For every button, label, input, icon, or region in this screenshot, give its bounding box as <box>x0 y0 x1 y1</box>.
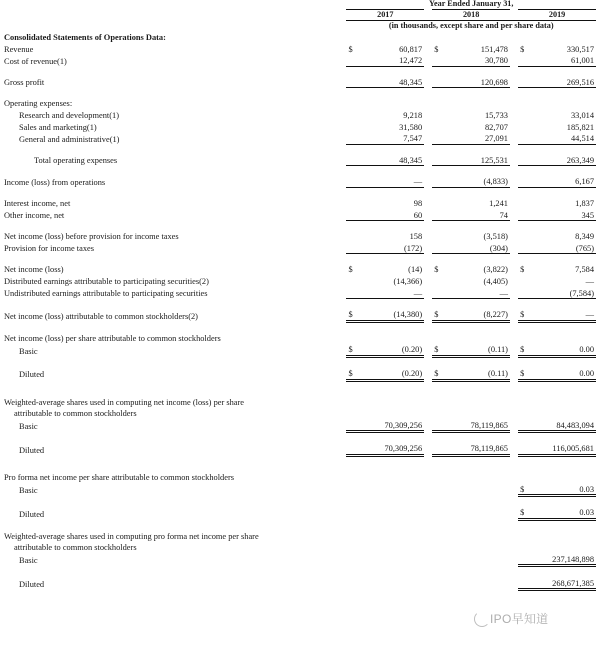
table-row <box>4 76 596 88</box>
cur-2017-gross-profit <box>346 76 359 88</box>
cur-2019-income-ops <box>518 175 531 187</box>
cur-2019-sm <box>518 121 531 133</box>
table-row <box>4 483 596 496</box>
table-row <box>4 97 596 109</box>
cur-2018-eps-diluted: $ <box>432 367 445 380</box>
table-row <box>4 132 596 144</box>
val-2019-pf-wavg-diluted: 268,671,385 <box>531 576 596 589</box>
cur-2018-undistributed <box>432 287 445 299</box>
table-row <box>4 442 596 455</box>
val-2017-pf-wavg-basic <box>360 553 424 566</box>
val-2018-pretax: (3,518) <box>483 232 508 242</box>
val-2019-undistributed: (7,584) <box>531 287 596 299</box>
cur-2018-pf-eps-basic <box>432 483 445 496</box>
cur-2017-wavg-diluted <box>346 442 359 455</box>
row-label-proforma-eps-diluted: Diluted <box>19 509 45 519</box>
cur-2018-net-income: $ <box>434 265 439 275</box>
val-2019-pf-eps-diluted: 0.03 <box>531 506 596 519</box>
val-2017-income-ops: — <box>360 175 424 187</box>
column-header-2019: 2019 <box>518 10 596 20</box>
cur-2018-gross-profit <box>432 76 445 88</box>
val-2018-gross-profit: 120,698 <box>446 76 510 88</box>
spacer-row <box>4 254 596 264</box>
row-label-wavg-diluted: Diluted <box>19 445 45 455</box>
val-2019-other-income: 345 <box>531 209 596 221</box>
cur-2017-sm <box>346 121 359 133</box>
val-2019-total-opex: 263,349 <box>531 154 596 166</box>
cur-2018-revenue: $ <box>434 44 439 54</box>
val-2018-cost-of-revenue: 30,780 <box>446 54 510 66</box>
table-row <box>4 471 596 483</box>
row-label-distributed-earnings: Distributed earnings attributable to participating securities(2) <box>4 277 209 287</box>
row-label-income-loss-from-operations: Income (loss) from operations <box>4 177 106 187</box>
val-2019-pf-eps-basic: 0.03 <box>531 483 596 496</box>
spacer-row <box>4 166 596 176</box>
val-2019-eps-diluted: 0.00 <box>531 367 596 380</box>
table-row <box>4 553 596 566</box>
cur-2018-ni-common: $ <box>432 308 445 321</box>
val-2018-net-income: (3,822) <box>483 265 508 275</box>
val-2019-interest: 1,837 <box>575 199 594 209</box>
row-label-proforma-wavg-header-line2: attributable to common stockholders <box>14 543 137 553</box>
cur-2018-wavg-diluted <box>432 442 445 455</box>
val-2017-total-opex: 48,345 <box>360 154 424 166</box>
cur-2018-other-income <box>432 209 445 221</box>
units-note-label: (in thousands, except share and per share data) <box>346 20 596 31</box>
row-label-interest-income-net: Interest income, net <box>4 199 71 209</box>
val-2018-ga: 27,091 <box>446 132 510 144</box>
val-2018-tax: (304) <box>446 242 510 254</box>
cur-2019-rd <box>518 109 531 121</box>
cur-2019-net-income: $ <box>520 265 525 275</box>
cur-2019-distributed <box>518 275 531 287</box>
cur-2018-distributed <box>432 275 445 287</box>
column-header-2018: 2018 <box>432 10 510 20</box>
val-2017-pretax: 158 <box>409 232 423 242</box>
row-label-provision-for-income-taxes: Provision for income taxes <box>4 244 95 254</box>
table-row <box>4 530 596 542</box>
val-2017-pf-eps-basic <box>360 483 424 496</box>
val-2018-total-opex: 125,531 <box>446 154 510 166</box>
val-2017-wavg-basic: 70,309,256 <box>360 419 424 432</box>
row-label-proforma-wavg-header-line1: Weighted-average shares used in computing pro forma net income per share <box>4 531 259 541</box>
row-label-eps-diluted: Diluted <box>19 370 45 380</box>
cur-2018-eps-basic: $ <box>432 343 445 356</box>
cur-2017-ga <box>346 132 359 144</box>
watermark-logo-icon <box>474 611 490 627</box>
val-2017-cost-of-revenue: 12,472 <box>360 54 424 66</box>
spacer-row <box>4 356 596 367</box>
row-label-wavg-header-line1: Weighted-average shares used in computing net income (loss) per share <box>4 397 245 407</box>
val-2018-wavg-diluted: 78,119,865 <box>446 442 510 455</box>
val-2019-distributed: — <box>585 277 594 287</box>
row-label-total-operating-expenses: Total operating expenses <box>34 156 118 166</box>
val-2018-interest: 1,241 <box>489 199 508 209</box>
cur-2019-eps-basic: $ <box>518 343 531 356</box>
spacer-row <box>4 66 596 76</box>
row-label-sales-and-marketing: Sales and marketing(1) <box>19 122 97 132</box>
cur-2017-eps-diluted: $ <box>346 367 359 380</box>
val-2018-income-ops: (4,833) <box>446 175 510 187</box>
table-row <box>4 308 596 321</box>
spacer-row <box>4 496 596 507</box>
cur-2017-pf-wavg-diluted <box>346 576 359 589</box>
cur-2017-wavg-basic <box>346 419 359 432</box>
row-label-net-income-before-taxes: Net income (loss) before provision for income taxes <box>4 232 179 242</box>
cur-2018-ga <box>432 132 445 144</box>
cur-2019-pf-eps-basic: $ <box>518 483 531 496</box>
cur-2017-net-income: $ <box>348 265 353 275</box>
table-row <box>4 275 596 287</box>
val-2019-gross-profit: 269,516 <box>531 76 596 88</box>
val-2018-eps-diluted: (0.11) <box>446 367 510 380</box>
val-2018-pf-wavg-basic <box>446 553 510 566</box>
row-label-net-income-attributable-common: Net income (loss) attributable to common stockholders(2) <box>4 311 198 321</box>
cur-2019-gross-profit <box>518 76 531 88</box>
table-row <box>4 242 596 254</box>
cur-2018-interest <box>432 197 445 209</box>
table-row <box>4 121 596 133</box>
val-2019-ni-common: — <box>531 308 596 321</box>
cur-2017-pf-wavg-basic <box>346 553 359 566</box>
spacer-row <box>4 380 596 391</box>
table-row <box>4 343 596 356</box>
cur-2017-income-ops <box>346 175 359 187</box>
period-header-label: Year Ended January 31, <box>428 0 514 8</box>
val-2019-pf-wavg-basic: 237,148,898 <box>531 553 596 566</box>
table-row <box>4 54 596 66</box>
val-2017-undistributed: — <box>360 287 424 299</box>
val-2017-ga: 7,547 <box>360 132 424 144</box>
cur-2017-rd <box>346 109 359 121</box>
table-row <box>4 419 596 432</box>
row-label-undistributed-earnings: Undistributed earnings attributable to participating securities <box>4 289 208 299</box>
header-row-years <box>4 10 596 20</box>
val-2019-sm: 185,821 <box>566 122 594 132</box>
spacer-row <box>4 566 596 577</box>
val-2019-income-ops: 6,167 <box>531 175 596 187</box>
val-2017-eps-basic: (0.20) <box>360 343 424 356</box>
cur-2018-pf-eps-diluted <box>432 506 445 519</box>
val-2017-gross-profit: 48,345 <box>360 76 424 88</box>
cur-2019-total-opex <box>518 154 531 166</box>
row-label-proforma-eps-basic: Basic <box>19 486 38 496</box>
val-2019-tax: (765) <box>531 242 596 254</box>
val-2017-revenue: 60,817 <box>399 44 423 54</box>
cur-2017-pf-eps-basic <box>346 483 359 496</box>
val-2019-wavg-basic: 84,483,094 <box>531 419 596 432</box>
val-2018-ni-common: (8,227) <box>446 308 510 321</box>
row-label-eps-header: Net income (loss) per share attributable to common stockholders <box>4 333 221 343</box>
val-2019-eps-basic: 0.00 <box>531 343 596 356</box>
cur-2018-pf-wavg-basic <box>432 553 445 566</box>
cur-2017-other-income <box>346 209 359 221</box>
table-row <box>4 154 596 166</box>
val-2017-distributed: (14,366) <box>393 277 423 287</box>
spacer-row <box>4 299 596 309</box>
cur-2017-pf-eps-diluted <box>346 506 359 519</box>
row-label-revenue: Revenue <box>4 44 34 54</box>
column-header-2017: 2017 <box>346 10 424 20</box>
val-2017-interest: 98 <box>413 199 423 209</box>
cur-2017-undistributed <box>346 287 359 299</box>
cur-2018-sm <box>432 121 445 133</box>
cur-2019-pf-eps-diluted: $ <box>518 506 531 519</box>
row-label-research-and-development: Research and development(1) <box>19 111 119 121</box>
val-2019-cost-of-revenue: 61,001 <box>531 54 596 66</box>
val-2019-ga: 44,514 <box>531 132 596 144</box>
cur-2018-tax <box>432 242 445 254</box>
val-2018-pf-eps-basic <box>446 483 510 496</box>
val-2017-tax: (172) <box>360 242 424 254</box>
row-label-cost-of-revenue: Cost of revenue(1) <box>4 56 67 66</box>
table-row <box>4 31 596 43</box>
table-row <box>4 263 596 275</box>
val-2017-other-income: 60 <box>360 209 424 221</box>
table-row <box>4 197 596 209</box>
val-2018-distributed: (4,405) <box>483 277 508 287</box>
cur-2019-wavg-basic <box>518 419 531 432</box>
row-label-gross-profit: Gross profit <box>4 78 45 88</box>
val-2018-revenue: 151,478 <box>480 44 508 54</box>
spacer-row <box>4 88 596 98</box>
header-row-period <box>4 0 596 10</box>
cur-2019-interest <box>518 197 531 209</box>
cur-2018-rd <box>432 109 445 121</box>
cur-2018-total-opex <box>432 154 445 166</box>
consolidated-operations-table <box>4 0 596 591</box>
header-row-units <box>4 20 596 31</box>
val-2017-pf-eps-diluted <box>360 506 424 519</box>
row-label-general-and-administrative: General and administrative(1) <box>19 134 120 144</box>
cur-2019-revenue: $ <box>520 44 525 54</box>
cur-2019-tax <box>518 242 531 254</box>
val-2018-pf-wavg-diluted <box>446 576 510 589</box>
table-row <box>4 407 596 419</box>
val-2017-rd: 9,218 <box>403 111 423 121</box>
spacer-row <box>4 188 596 198</box>
row-label-proforma-wavg-diluted: Diluted <box>19 580 45 590</box>
spacer-row <box>4 221 596 231</box>
table-row <box>4 506 596 519</box>
cur-2017-eps-basic: $ <box>346 343 359 356</box>
cur-2018-pf-wavg-diluted <box>432 576 445 589</box>
table-row <box>4 43 596 55</box>
val-2019-pretax: 8,349 <box>575 232 594 242</box>
section-title: Consolidated Statements of Operations Data: <box>4 33 166 43</box>
table-row <box>4 175 596 187</box>
cur-2019-eps-diluted: $ <box>518 367 531 380</box>
row-label-eps-basic: Basic <box>19 346 38 356</box>
cur-2019-pretax <box>518 230 531 242</box>
cur-2019-undistributed <box>518 287 531 299</box>
val-2017-net-income: (14) <box>408 265 423 275</box>
val-2017-pf-wavg-diluted <box>360 576 424 589</box>
val-2018-pf-eps-diluted <box>446 506 510 519</box>
cur-2017-pretax <box>346 230 359 242</box>
cur-2017-cost-of-revenue <box>346 54 359 66</box>
val-2017-wavg-diluted: 70,309,256 <box>360 442 424 455</box>
cur-2019-pf-wavg-diluted <box>518 576 531 589</box>
watermark-label: IPO早知道 <box>490 612 549 626</box>
table-row <box>4 541 596 553</box>
watermark <box>474 606 566 632</box>
val-2019-wavg-diluted: 116,005,681 <box>531 442 596 455</box>
val-2017-sm: 31,580 <box>399 122 423 132</box>
val-2018-sm: 82,707 <box>484 122 508 132</box>
spacer-row <box>4 321 596 332</box>
spacer-row <box>4 519 596 530</box>
table-row <box>4 287 596 299</box>
val-2018-undistributed: — <box>446 287 510 299</box>
val-2018-wavg-basic: 78,119,865 <box>446 419 510 432</box>
spacer-row <box>4 432 596 443</box>
table-row <box>4 576 596 589</box>
row-label-other-income-net: Other income, net <box>4 211 65 221</box>
cur-2018-cost-of-revenue <box>432 54 445 66</box>
spacer-row <box>4 455 596 466</box>
cur-2017-tax <box>346 242 359 254</box>
val-2019-rd: 33,014 <box>570 111 594 121</box>
cur-2017-distributed <box>346 275 359 287</box>
table-row <box>4 367 596 380</box>
cur-2017-revenue: $ <box>348 44 353 54</box>
cur-2017-ni-common: $ <box>346 308 359 321</box>
cur-2019-wavg-diluted <box>518 442 531 455</box>
val-2019-revenue: 330,517 <box>566 44 594 54</box>
val-2018-other-income: 74 <box>446 209 510 221</box>
spacer-row <box>4 144 596 154</box>
row-label-net-income-loss: Net income (loss) <box>4 265 64 275</box>
row-label-operating-expenses-header: Operating expenses: <box>4 99 73 109</box>
row-label-wavg-header-line2: attributable to common stockholders <box>14 409 137 419</box>
table-row <box>4 109 596 121</box>
cur-2018-wavg-basic <box>432 419 445 432</box>
val-2018-rd: 15,733 <box>484 111 508 121</box>
val-2018-eps-basic: (0.11) <box>446 343 510 356</box>
row-label-proforma-eps-header: Pro forma net income per share attributable to common stockholders <box>4 472 235 482</box>
cur-2019-ni-common: $ <box>518 308 531 321</box>
val-2017-eps-diluted: (0.20) <box>360 367 424 380</box>
cur-2019-other-income <box>518 209 531 221</box>
cur-2019-cost-of-revenue <box>518 54 531 66</box>
row-label-proforma-wavg-basic: Basic <box>19 556 38 566</box>
val-2017-ni-common: (14,380) <box>360 308 424 321</box>
cur-2018-income-ops <box>432 175 445 187</box>
cur-2017-total-opex <box>346 154 359 166</box>
table-row <box>4 332 596 344</box>
cur-2019-pf-wavg-basic <box>518 553 531 566</box>
cur-2018-pretax <box>432 230 445 242</box>
table-row <box>4 230 596 242</box>
cur-2017-interest <box>346 197 359 209</box>
table-row <box>4 209 596 221</box>
table-row <box>4 396 596 408</box>
val-2019-net-income: 7,584 <box>575 265 594 275</box>
cur-2019-ga <box>518 132 531 144</box>
row-label-wavg-basic: Basic <box>19 422 38 432</box>
